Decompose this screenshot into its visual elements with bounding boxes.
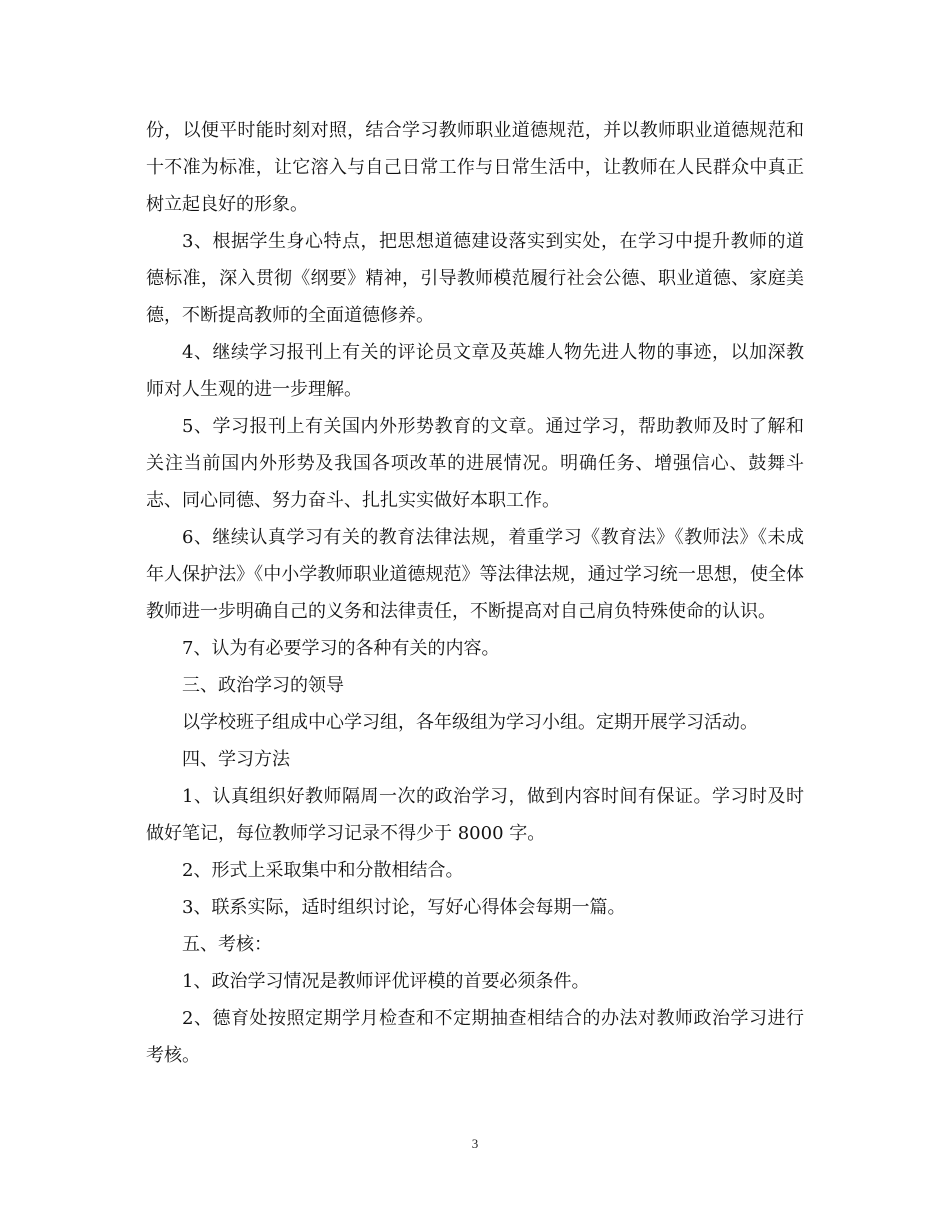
paragraph-11: 1、政治学习情况是教师评优评模的首要必须条件。 [182,971,590,992]
section-heading-leadership: 三、政治学习的领导 [182,675,344,696]
paragraph-7: 以学校班子组成中心学习组，各年级组为学习小组。定期开展学习活动。 [182,712,758,733]
paragraph-3: 4、继续学习报刊上有关的评论员文章及英雄人物先进人物的事迹，以加深教师对人生观的进一步理解。 [146,342,804,400]
paragraph-10: 3、联系实际，适时组织讨论，写好心得体会每期一篇。 [182,897,626,918]
paragraph-4: 5、学习报刊上有关国内外形势教育的文章。通过学习，帮助教师及时了解和关注当前国内外形势及我国各项改革的进展情况。明确任务、增强信心、鼓舞斗志、同心同德、努力奋斗、扎扎实实做好本职工作。 [146,416,804,511]
page-number: 3 [471,1136,479,1151]
paragraph-6: 7、认为有必要学习的各种有关的内容。 [182,638,500,659]
paragraph-9: 2、形式上采取集中和分散相结合。 [182,860,464,881]
paragraph-1: 份，以便平时能时刻对照，结合学习教师职业道德规范，并以教师职业道德规范和十不准为标准，让它溶入与自己日常工作与日常生活中，让教师在人民群众中真正树立起良好的形象。 [146,120,804,215]
paragraph-5: 6、继续认真学习有关的教育法律法规，着重学习《教育法》《教师法》《未成年人保护法》《中小学教师职业道德规范》等法律法规，通过学习统一思想，使全体教师进一步明确自己的义务和法律责任，不断提高对自己肩负特殊使命的认识。 [146,527,804,622]
paragraph-8: 1、认真组织好教师隔周一次的政治学习，做到内容时间有保证。学习时及时做好笔记，每位教师学习记录不得少于 8000 字。 [146,786,804,844]
document-body [146,112,804,1074]
paragraph-2: 3、根据学生身心特点，把思想道德建设落实到实处，在学习中提升教师的道德标准，深入贯彻《纲要》精神，引导教师模范履行社会公德、职业道德、家庭美德，不断提高教师的全面道德修养。 [146,231,804,326]
section-heading-assessment: 五、考核： [182,934,272,955]
section-heading-methods: 四、学习方法 [182,749,290,770]
paragraph-12: 2、德育处按照定期学月检查和不定期抽查相结合的办法对教师政治学习进行考核。 [146,1008,804,1066]
